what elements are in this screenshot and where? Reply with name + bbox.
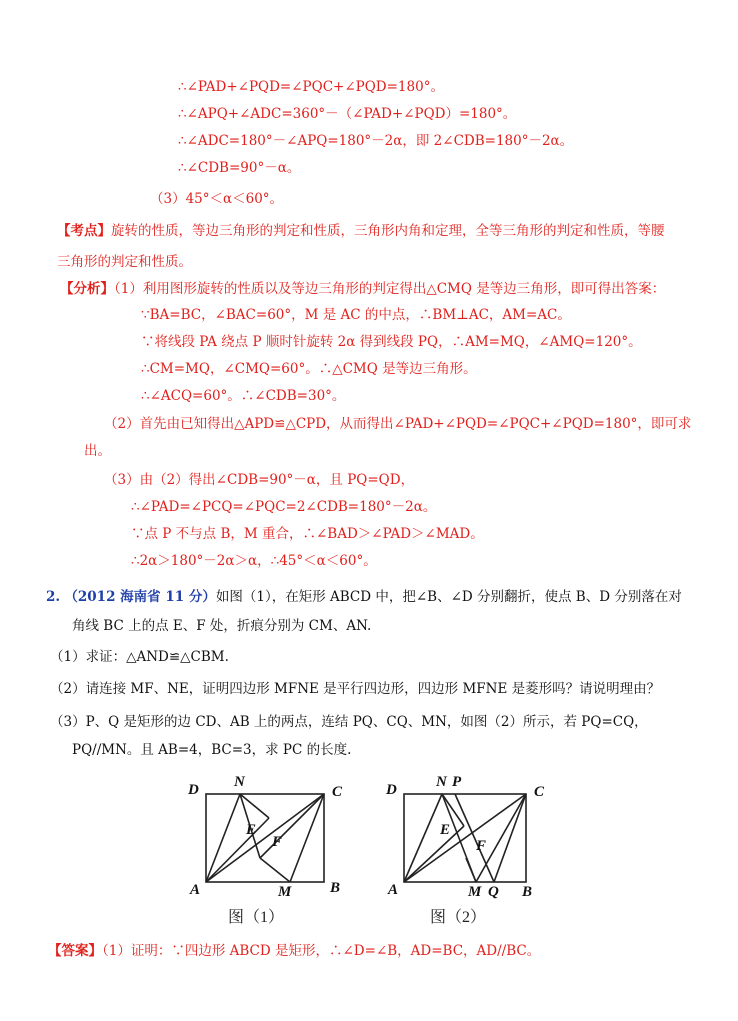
kaodian-line1 bbox=[57, 222, 665, 240]
label-b: B bbox=[330, 880, 341, 896]
figure-1-caption: 图（1） bbox=[228, 909, 285, 926]
label-e: E bbox=[246, 822, 257, 838]
problem-stem: 如图（1），在矩形 ABCD 中，把∠B、∠D 分别翻折，使点 B、D 分别落在对 bbox=[215, 589, 682, 605]
question-2: （2）请连接 MF、NE，证明四边形 MFNE 是平行四边形，四边形 MFNE 是菱形吗？请说明理由？ bbox=[50, 681, 661, 697]
label-m: M bbox=[278, 884, 292, 900]
fenxi-part2-cont: 出。 bbox=[84, 443, 111, 459]
segment-mf bbox=[466, 858, 476, 882]
problem-number: 2. bbox=[46, 589, 61, 605]
fenxi-line: ∵BA=BC，∠BAC=60°，M 是 AC 的中点，∴BM⊥AC，AM=AC。 bbox=[141, 307, 571, 323]
problem-stem-cont: 角线 BC 上的点 E、F 处，折痕分别为 CM、AN. bbox=[72, 618, 372, 634]
label-b: B bbox=[522, 884, 533, 900]
kaodian-text: 旋转的性质，等边三角形的判定和性质，三角形内角和定理，全等三角形的判定和性质，等腰 bbox=[111, 223, 665, 239]
fenxi-label: 【分析】 bbox=[60, 281, 114, 297]
question-3-cont: PQ//MN。且 AB=4，BC=3，求 PC 的长度. bbox=[72, 742, 352, 758]
label-f: F bbox=[476, 838, 487, 854]
fenxi-part3-line: ∴∠PAD=∠PCQ=∠PQC=2∠CDB=180°－2α。 bbox=[131, 499, 437, 515]
answer-line: ∴∠APQ+∠ADC=360°－（∠PAD+∠PQD）=180°。 bbox=[178, 106, 517, 122]
answer-line: ∴∠ADC=180°－∠APQ=180°－2α，即 2∠CDB=180°－2α。 bbox=[178, 133, 574, 149]
fenxi-line: ∴CM=MQ，∠CMQ=60°。∴△CMQ 是等边三角形。 bbox=[141, 361, 477, 377]
label-d: D bbox=[188, 782, 199, 798]
fenxi-part3-line: （3）由（2）得出∠CDB=90°－α，且 PQ=QD， bbox=[104, 472, 415, 488]
label-c: C bbox=[534, 784, 545, 800]
answer-text: （1）证明：∵四边形 ABCD 是矩形，∴∠D=∠B，AD=BC，AD//BC。 bbox=[102, 943, 541, 959]
question-3: （3）P、Q 是矩形的边 CD、AB 上的两点，连结 PQ、CQ、MN，如图（2）所示，若 PQ=CQ， bbox=[50, 714, 648, 730]
problem-header bbox=[46, 588, 682, 606]
fenxi-line: ∴∠ACQ=60°。∴∠CDB=30°。 bbox=[141, 388, 346, 404]
figure-1 bbox=[180, 770, 370, 930]
fenxi-part2: （2）首先由已知得出△APD≌△CPD，从而得出∠PAD+∠PQD=∠PQC+∠PQD=180°，即可求 bbox=[104, 416, 692, 432]
label-q: Q bbox=[488, 884, 499, 900]
segment-mf bbox=[260, 858, 290, 882]
label-a: A bbox=[190, 882, 201, 898]
fenxi-line: ∵将线段 PA 绕点 P 顺时针旋转 2α 得到线段 PQ，∴AM=MQ，∠AMQ=120°。 bbox=[141, 334, 642, 350]
segment-qc bbox=[494, 794, 526, 882]
fenxi-intro bbox=[60, 280, 665, 298]
segment-pq bbox=[455, 794, 494, 882]
segment-fc bbox=[260, 794, 324, 858]
question-1: （1）求证：△AND≌△CBM. bbox=[50, 649, 229, 665]
label-c: C bbox=[332, 784, 343, 800]
answer-line: ∴∠CDB=90°－α。 bbox=[178, 160, 301, 176]
label-d: D bbox=[386, 782, 397, 798]
label-m: M bbox=[468, 884, 482, 900]
problem-source: （2012 海南省 11 分） bbox=[64, 589, 216, 605]
segment-ae bbox=[206, 818, 269, 882]
kaodian-label: 【考点】 bbox=[57, 223, 111, 239]
figure-2-caption: 图（2） bbox=[430, 909, 487, 926]
label-e: E bbox=[440, 822, 451, 838]
fenxi-part3-line: ∴2α＞180°－2α＞α，∴45°＜α＜60°。 bbox=[131, 553, 377, 569]
figure-2 bbox=[380, 770, 570, 930]
fenxi-part3-line: ∵点 P 不与点 B，M 重合，∴∠BAD＞∠PAD＞∠MAD。 bbox=[131, 526, 484, 542]
answer-line-1 bbox=[48, 942, 540, 960]
label-n: N bbox=[436, 774, 447, 790]
label-f: F bbox=[272, 834, 283, 850]
label-n: N bbox=[234, 774, 245, 790]
fenxi-intro-text: （1）利用图形旋转的性质以及等边三角形的判定得出△CMQ 是等边三角形，即可得出答案： bbox=[114, 281, 666, 297]
label-p: P bbox=[452, 774, 462, 790]
answer-part3: （3）45°＜α＜60°。 bbox=[150, 191, 284, 207]
segment-ae bbox=[404, 826, 464, 882]
answer-label: 【答案】 bbox=[48, 943, 102, 959]
label-a: A bbox=[388, 882, 399, 898]
answer-line: ∴∠PAD+∠PQD=∠PQC+∠PQD=180°。 bbox=[178, 79, 444, 95]
kaodian-line2: 三角形的判定和性质。 bbox=[57, 254, 192, 270]
